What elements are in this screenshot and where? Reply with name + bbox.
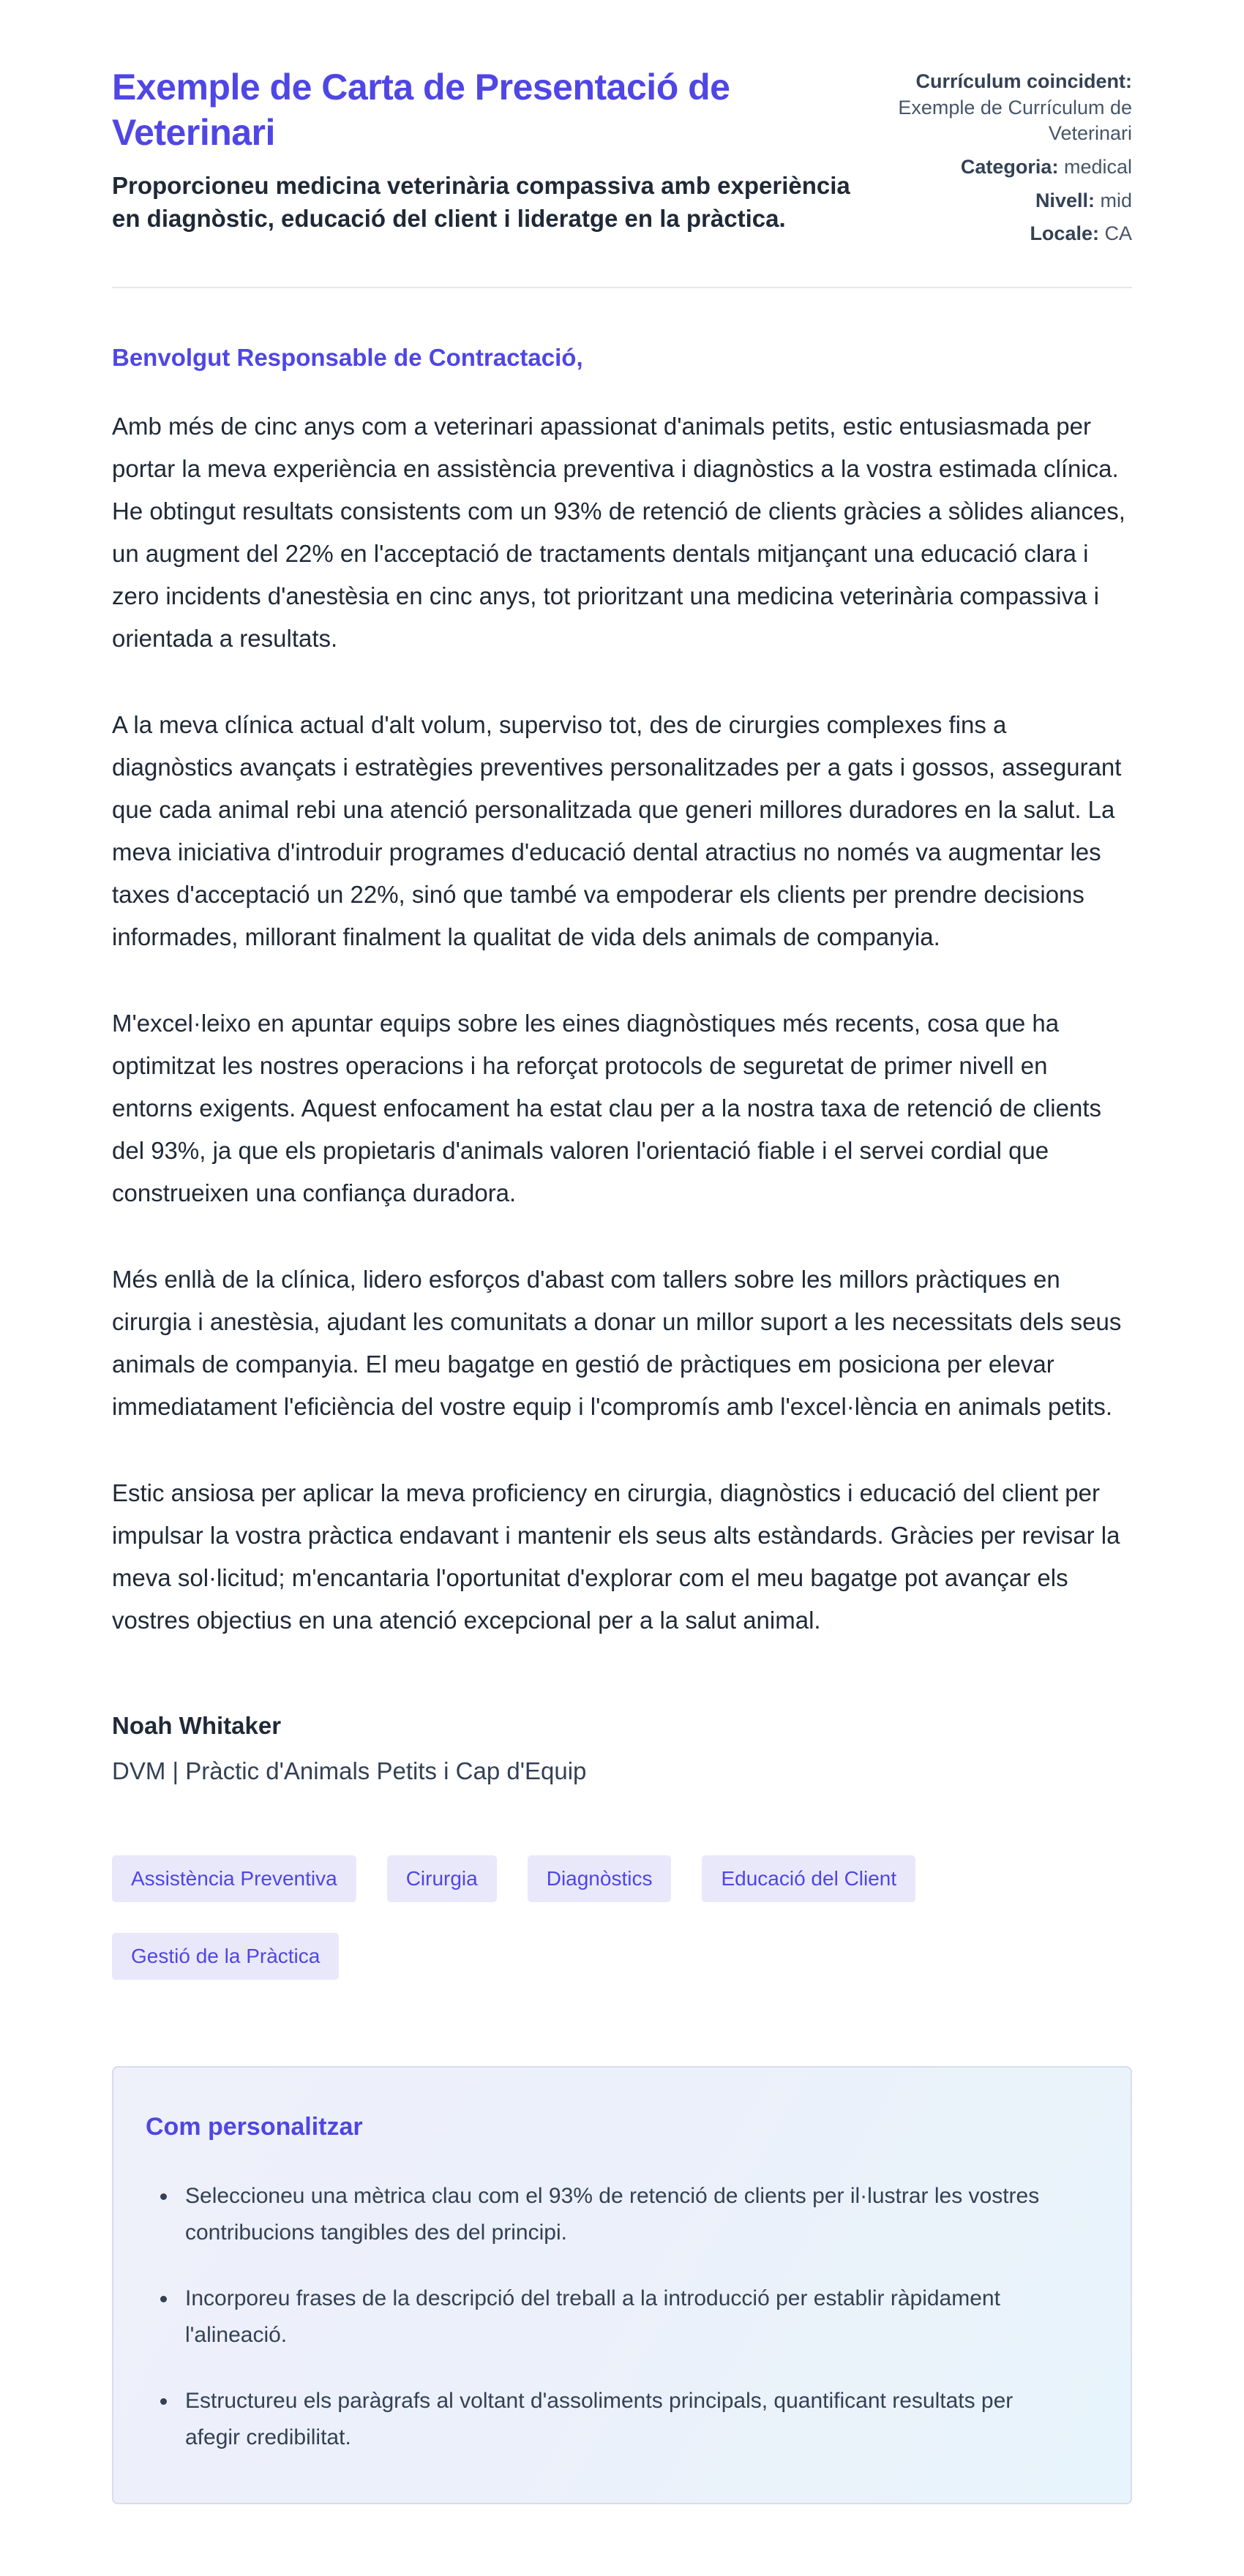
- letter-paragraph-1: Amb més de cinc anys com a veterinari apassionat d'animals petits, estic entusiasmada per portar la meva experiència en assistència preventiva i diagnòstics a la vostra estimada clínica. He obtingut resultats consistents com un 93% de retenció de clients gràcies a sòlides aliances, un augment del 22% en l'acceptació de tractaments dentals mitjançant una educació clara i zero incidents d'anestèsia en cinc anys, tot prioritzant una medicina veterinària compassiva i orientada a resultats.: [112, 412, 1125, 652]
- header-title-block: [112, 64, 858, 236]
- customize-tips-box: [112, 2066, 1132, 2504]
- page: [112, 0, 1132, 2576]
- letter-paragraph-5: Estic ansiosa per aplicar la meva proficiency en cirurgia, diagnòstics i educació del client per impulsar la vostra pràctica endavant i mantenir els seus alts estàndards. Gràcies per revisar la meva sol·licitud; m'encantaria l'oportunitat d'explorar com el meu bagatge pot avançar els vostres objectius en una atenció excepcional per a la salut animal.: [112, 1479, 1120, 1634]
- header: [112, 64, 1132, 255]
- signature-title: DVM | Pràctic d'Animals Petits i Cap d'Equip: [112, 1757, 587, 1784]
- meta-category-label: Categoria:: [960, 155, 1059, 178]
- letter-paragraph-2: A la meva clínica actual d'alt volum, superviso tot, des de cirurgies complexes fins a diagnòstics avançats i estratègies preventives personalitzades per a gats i gossos, assegurant que cada animal rebi una atenció personalitzada que generi millores duradores en la salut. La meva iniciativa d'introduir programes d'educació dental atractius no només va augmentar les taxes d'acceptació un 22%, sinó que també va empoderar els clients per prendre decisions informades, millorant finalment la qualitat de vida dels animals de companyia.: [112, 710, 1122, 950]
- meta-matching-resume: [891, 69, 1132, 147]
- meta-locale-value: CA: [1104, 222, 1132, 245]
- skill-tags-row: [112, 1855, 1132, 1980]
- skill-tag-client-education: Educació del Client: [702, 1855, 915, 1902]
- customize-tips-list: [146, 2178, 1090, 2456]
- meta-panel: [891, 64, 1132, 255]
- meta-category: [891, 154, 1132, 181]
- meta-level: [891, 188, 1132, 214]
- customize-tip-1: • Seleccioneu una mètrica clau com el 93% de retenció de clients per il·lustrar les vostres contribucions tangibles des del principi.: [178, 2178, 1049, 2251]
- page-subtitle: Proporcioneu medicina veterinària compassiva amb experiència en diagnòstic, educació del client i lideratge en la pràctica.: [112, 172, 850, 232]
- skill-tag-preventive-care: Assistència Preventiva: [112, 1855, 356, 1902]
- skill-tag-practice-management: Gestió de la Pràctica: [112, 1933, 339, 1980]
- meta-locale: [891, 221, 1132, 247]
- skill-tag-surgery: Cirurgia: [387, 1855, 497, 1902]
- cover-letter-body: [112, 344, 1132, 1785]
- meta-level-value: mid: [1100, 189, 1132, 211]
- customize-tip-2: • Incorporeu frases de la descripció del treball a la introducció per establir ràpidament l'alineació.: [178, 2280, 1049, 2354]
- skill-tag-diagnostics: Diagnòstics: [528, 1855, 672, 1902]
- bottom-spacer: [112, 2504, 1132, 2576]
- header-divider: [112, 287, 1132, 288]
- signature-name: Noah Whitaker: [112, 1711, 282, 1739]
- meta-matching-resume-value: Exemple de Currículum de Veterinari: [898, 96, 1132, 145]
- customize-heading: Com personalitzar: [146, 2112, 363, 2141]
- letter-paragraph-3: M'excel·leixo en apuntar equips sobre les eines diagnòstiques més recents, cosa que ha optimitzat les nostres operacions i ha reforçat protocols de seguretat de primer nivell en entorns exigents. Aquest enfocament ha estat clau per a la nostra taxa de retenció de clients del 93%, ja que els propietaris d'animals valoren l'orientació fiable i el servei cordial que construeixen una confiança duradora.: [112, 1009, 1102, 1206]
- meta-level-label: Nivell:: [1035, 189, 1095, 211]
- customize-tip-3: • Estructureu els paràgrafs al voltant d'assoliments principals, quantificant resultats per afegir credibilitat.: [178, 2383, 1049, 2456]
- letter-greeting: Benvolgut Responsable de Contractació,: [112, 343, 583, 371]
- meta-locale-label: Locale:: [1030, 222, 1099, 245]
- meta-category-value: medical: [1063, 155, 1132, 178]
- meta-matching-resume-label: Currículum coincident:: [915, 70, 1132, 92]
- page-title: Exemple de Carta de Presentació de Veterinari: [112, 67, 730, 153]
- letter-paragraph-4: Més enllà de la clínica, lidero esforços d'abast com tallers sobre les millors pràctiques en cirurgia i anestèsia, ajudant les comunitats a donar un millor suport a les necessitats dels seus animals de companyia. El meu bagatge en gestió de pràctiques em posiciona per elevar immediatament l'eficiència del vostre equip i l'compromís amb l'excel·lència en animals petits.: [112, 1265, 1122, 1420]
